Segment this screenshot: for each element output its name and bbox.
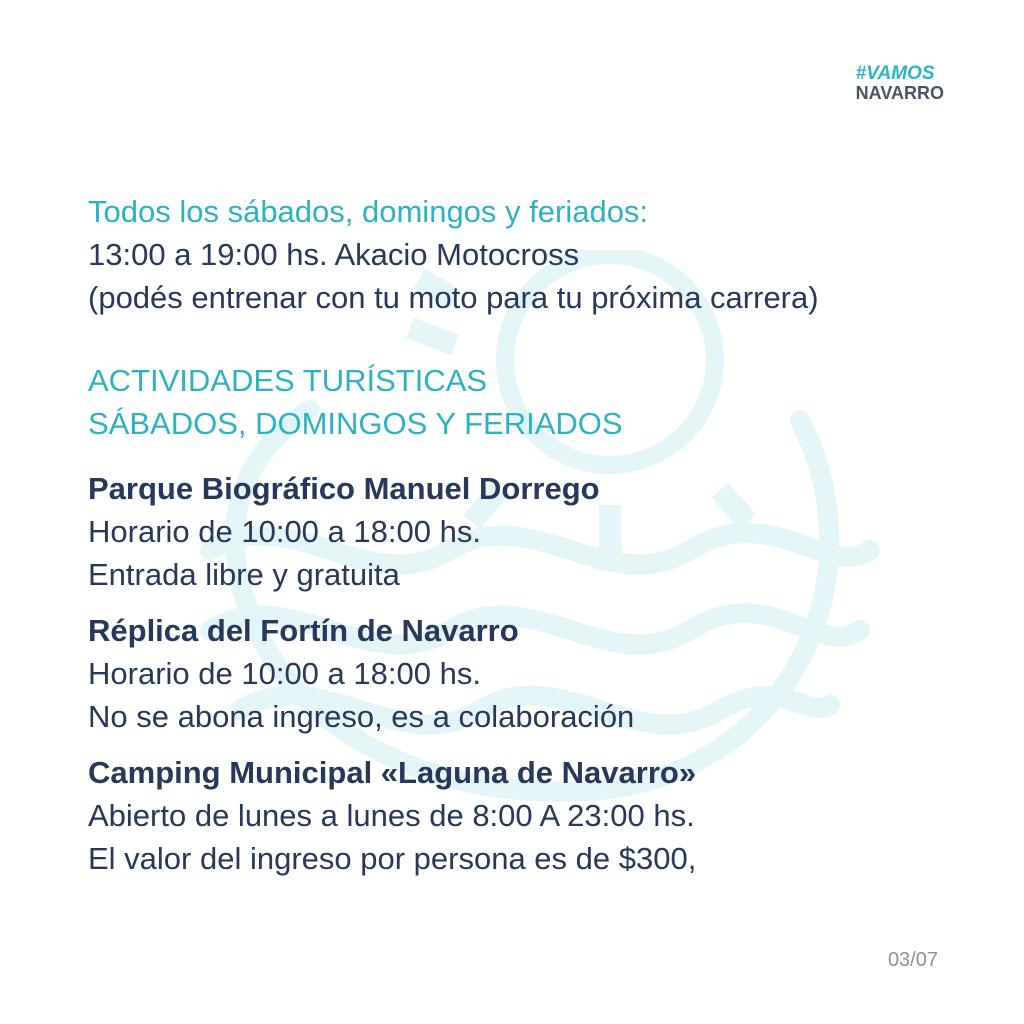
activity-title: Camping Municipal «Laguna de Navarro» (88, 755, 697, 790)
activity-hours: Horario de 10:00 a 18:00 hs. (88, 514, 481, 549)
schedule-heading: Todos los sábados, domingos y feriados: (88, 194, 649, 229)
schedule-line: 13:00 a 19:00 hs. Akacio Motocross (88, 237, 580, 272)
page-number: 03/07 (887, 949, 938, 971)
activity-hours: Abierto de lunes a lunes de 8:00 A 23:00 hs. (88, 798, 695, 833)
activity-price: El valor del ingreso por persona es de $300, (88, 841, 697, 876)
schedule-note: (podés entrenar con tu moto para tu próxima carrera) (88, 280, 819, 315)
activity-item (88, 609, 964, 738)
activity-price: No se abona ingreso, es a colaboración (88, 699, 635, 734)
activities-heading: ACTIVIDADES TURÍSTICAS (88, 363, 488, 398)
activity-title: Parque Biográfico Manuel Dorrego (88, 471, 600, 506)
spacer (88, 596, 964, 609)
brand-name: NAVARRO (855, 83, 944, 103)
activity-item (88, 467, 964, 596)
activity-price: Entrada libre y gratuita (88, 557, 400, 592)
brand-logo (856, 64, 944, 102)
spacer (88, 319, 964, 359)
activity-item (88, 751, 964, 880)
brand-hashtag: #VAMOS (855, 63, 935, 84)
spacer (88, 445, 964, 467)
main-content (88, 190, 964, 880)
spacer (88, 738, 964, 751)
activity-hours: Horario de 10:00 a 18:00 hs. (88, 656, 481, 691)
activity-title: Réplica del Fortín de Navarro (88, 613, 519, 648)
activities-subheading: SÁBADOS, DOMINGOS Y FERIADOS (88, 406, 623, 441)
